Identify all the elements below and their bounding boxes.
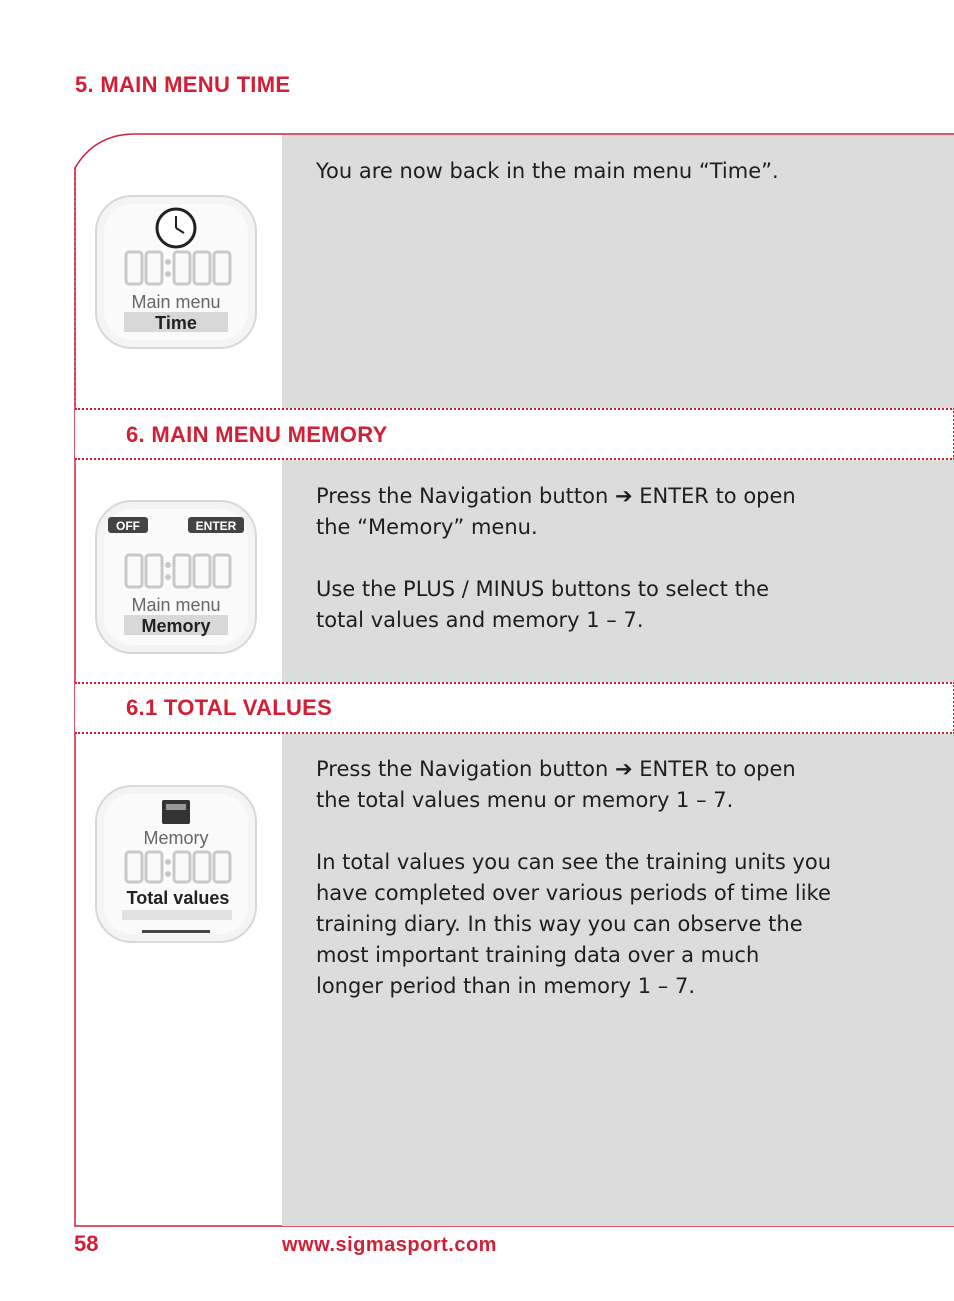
display-line2: Total values [126, 888, 230, 908]
page-number: 58 [74, 1231, 99, 1256]
device-display-time [92, 192, 260, 352]
section-text-time [316, 156, 779, 187]
device-display-memory [92, 497, 260, 657]
paragraph-line: longer period than in memory 1 – 7. [316, 974, 696, 998]
enter-label: ENTER [195, 519, 237, 533]
display-line1: Main menu [131, 292, 221, 312]
footer-url[interactable]: www.sigmasport.com [282, 1234, 497, 1256]
section-text-memory [316, 481, 796, 636]
clock-icon [157, 209, 195, 247]
device-display-total-values [92, 782, 260, 947]
memory-icon [162, 800, 190, 824]
paragraph-line: the total values menu or memory 1 – 7. [316, 788, 734, 812]
display-line2: Memory [141, 616, 211, 636]
display-line2: Time [155, 313, 197, 333]
paragraph-line: Press the Navigation button ➔ ENTER to open [316, 757, 796, 781]
paragraph-line: the “Memory” menu. [316, 515, 538, 539]
paragraph-line: Press the Navigation button ➔ ENTER to open [316, 484, 796, 508]
paragraph-line: total values and memory 1 – 7. [316, 608, 644, 632]
display-line1: Memory [143, 828, 209, 848]
paragraph-line: training diary. In this way you can observe the [316, 912, 803, 936]
section-title-total-values: 6.1 TOTAL VALUES [126, 695, 333, 720]
paragraph-line: You are now back in the main menu “Time”. [316, 159, 779, 183]
paragraph-line: Use the PLUS / MINUS buttons to select the [316, 577, 770, 601]
off-label: OFF [116, 519, 140, 533]
section-title-main-menu-memory: 6. MAIN MENU MEMORY [126, 422, 388, 447]
paragraph-line: most important training data over a much [316, 943, 760, 967]
section-title-main-menu-time: 5. MAIN MENU TIME [75, 72, 291, 97]
display-line1: Main menu [131, 595, 221, 615]
paragraph-line: have completed over various periods of time like [316, 881, 831, 905]
paragraph-line: In total values you can see the training units you [316, 850, 832, 874]
section-text-total-values [316, 754, 831, 1002]
